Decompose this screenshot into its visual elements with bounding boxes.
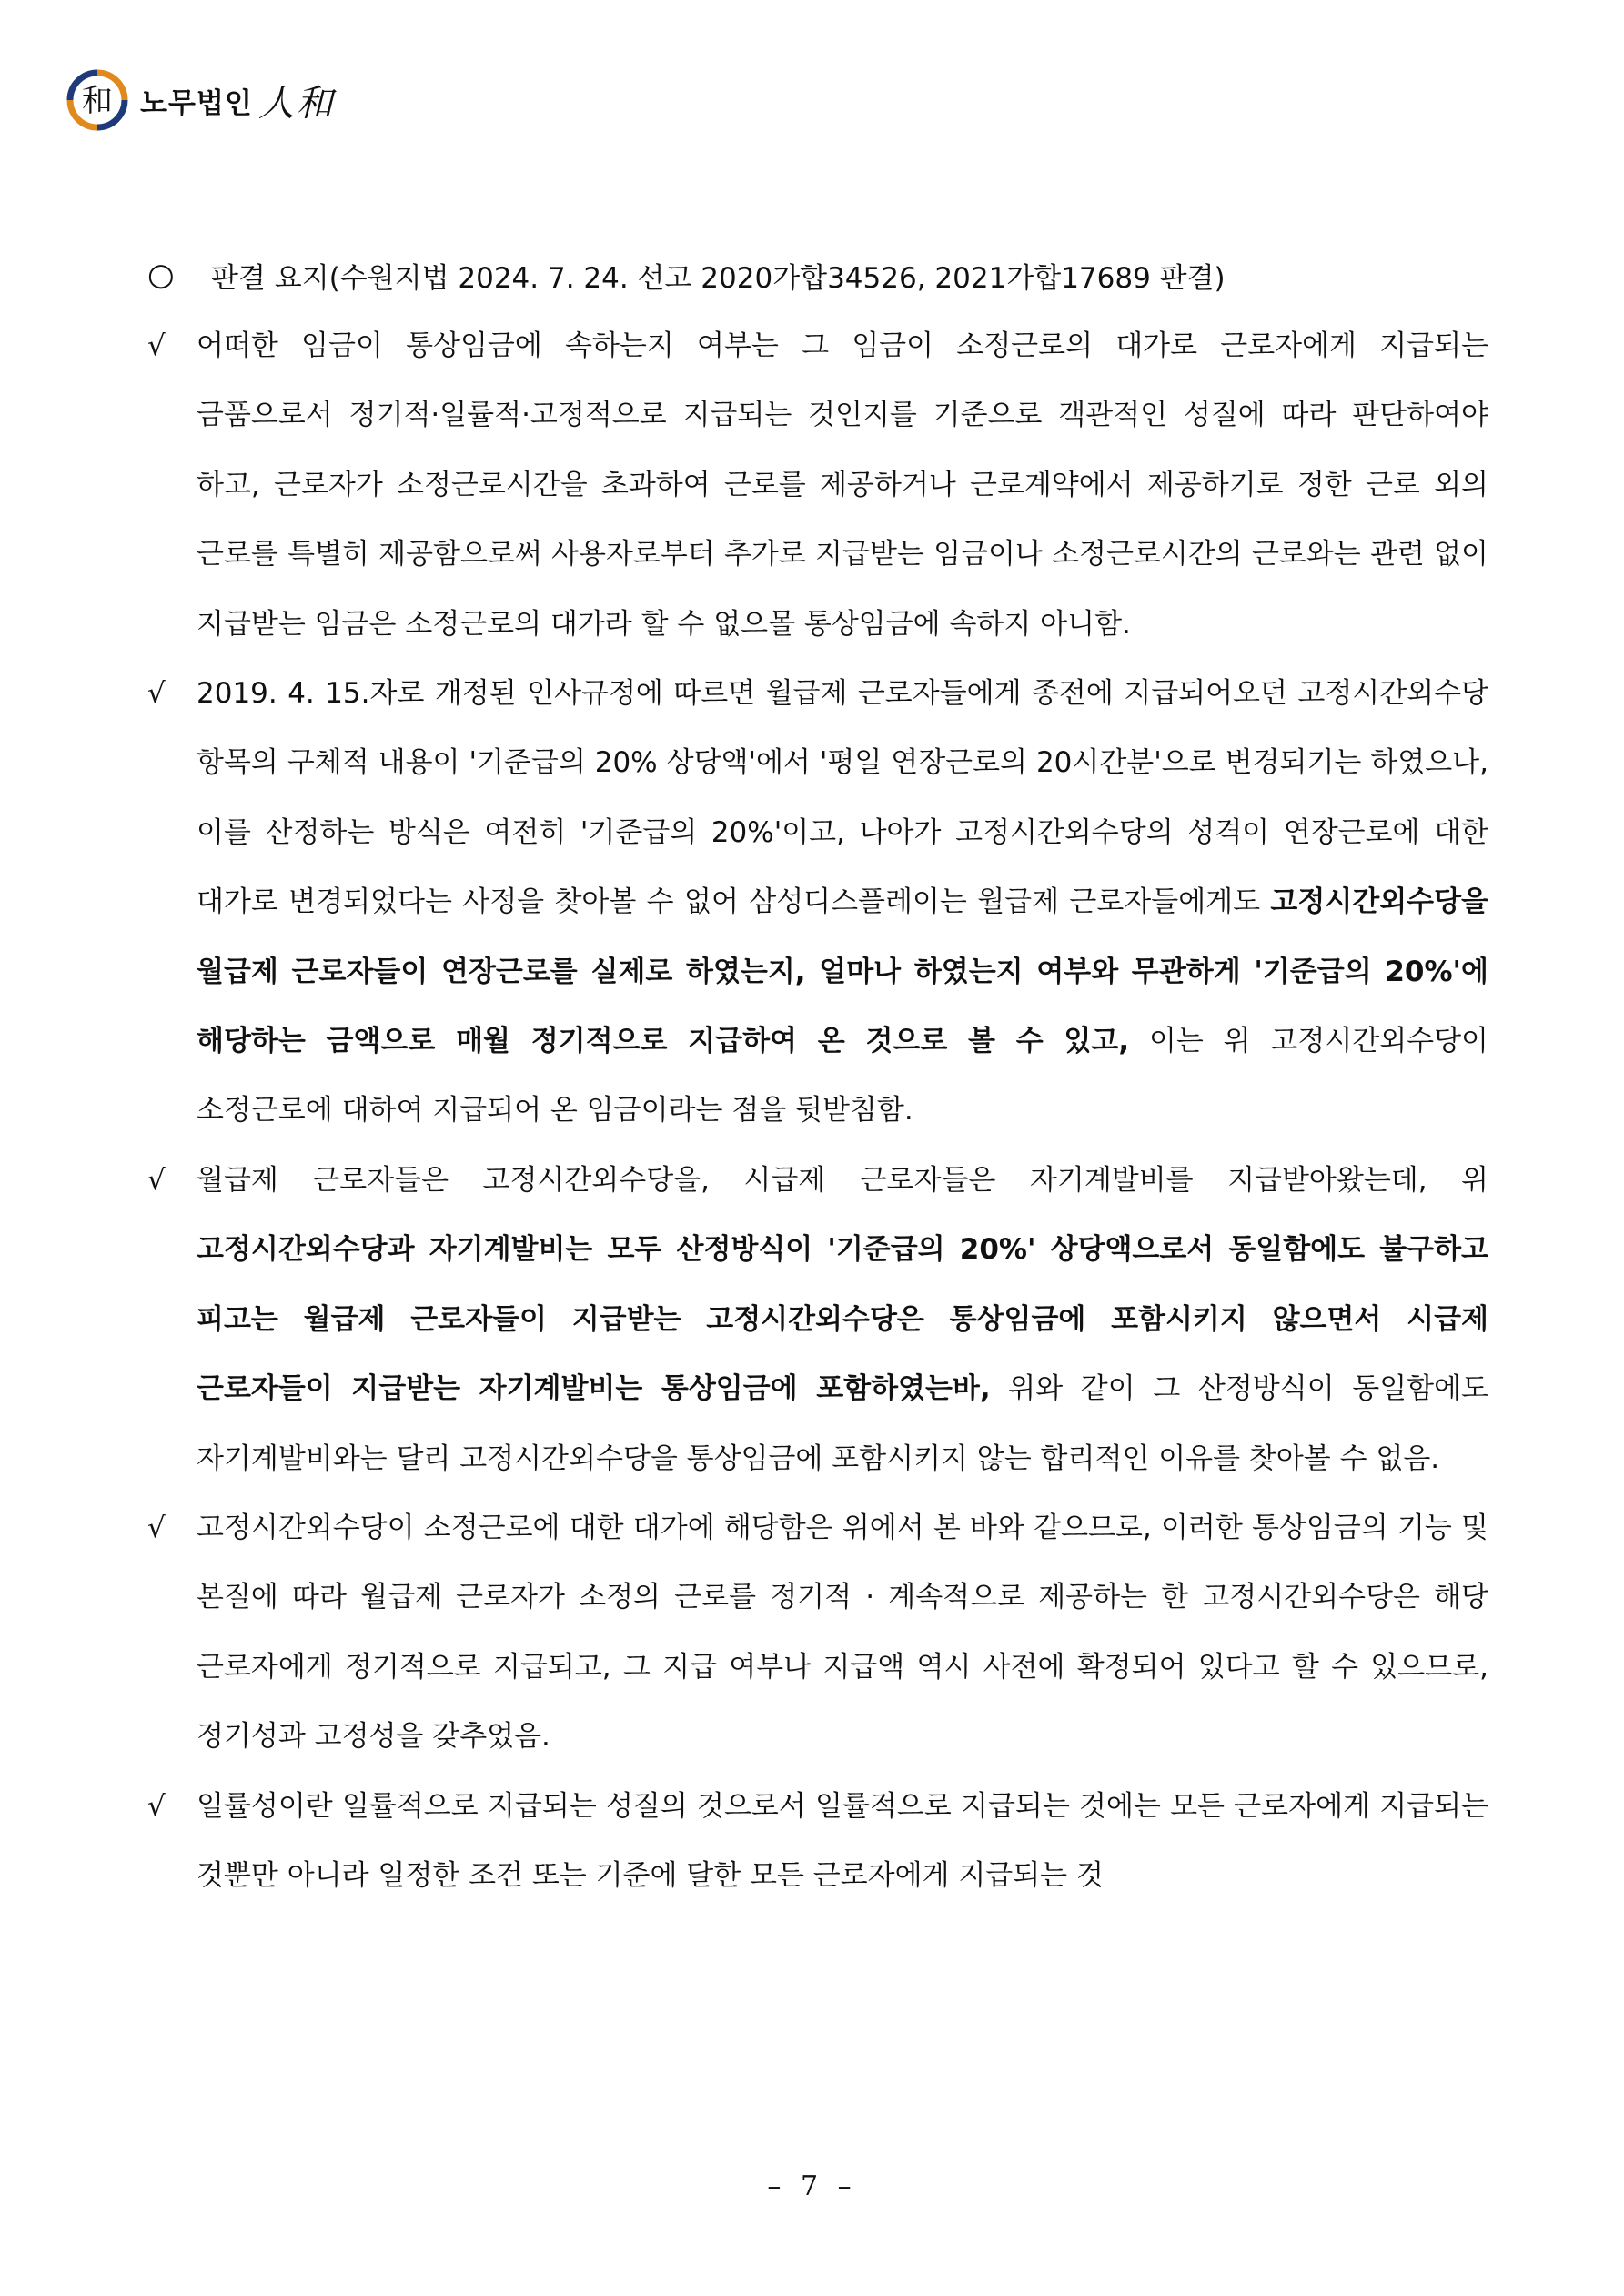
paragraph-text: 고정시간외수당이 소정근로에 대한 대가에 해당함은 위에서 본 바와 같으므로, 이러한 통상임금의 기능 및 본질에 따라 월급제 근로자가 소정의 근로를 정기적 · 계속적으로 제공하는 한 고정시간외수당은 해당 근로자에게 정기적으로 지급되고, 그 지급 여부나 지급액 역시 사전에 확정되어 있다고 할 수 있으므로, 정기성과 고정성을 갖추었음. <box>197 1511 1488 1754</box>
check-mark-icon: √ <box>147 1163 166 1197</box>
check-mark-icon: √ <box>147 677 166 711</box>
section-heading <box>147 238 1488 311</box>
list-item <box>147 1772 1488 1911</box>
firm-name-hanja: 人和 <box>257 82 335 125</box>
circle-bullet-icon: ○ <box>147 257 175 293</box>
list-item <box>147 311 1488 659</box>
list-item <box>147 1146 1488 1493</box>
paragraph-text: 어떠한 임금이 통상임금에 속하는지 여부는 그 임금이 소정근로의 대가로 근로자에게 지급되는 금품으로서 정기적·일률적·고정적으로 지급되는 것인지를 기준으로 객관적인 성질에 따라 판단하여야 하고, 근로자가 소정근로시간을 초과하여 근로를 제공하거나 근로계약에서 제공하기로 정한 근로 외의 근로를 특별히 제공함으로써 사용자로부터 추가로 지급받는 임금이나 소정근로시간의 근로와는 관련 없이 지급받는 임금은 소정근로의 대가라 할 수 없으몰 통상임금에 속하지 아니함. <box>197 329 1488 641</box>
check-mark-icon: √ <box>147 1511 166 1544</box>
section-title: 판결 요지(수원지법 2024. 7. 24. 선고 2020가합34526, 2021가합17689 판결) <box>211 261 1226 295</box>
letterhead <box>66 66 335 135</box>
list-item <box>147 1493 1488 1772</box>
paragraph-text: 위와 같이 그 산정방식이 동일함에도 자기계발비와는 달리 고정시간외수당을 통상임금에 포함시키지 않는 합리적인 이유를 찾아볼 수 없음. <box>197 1372 1488 1475</box>
paragraph-text: 월급제 근로자들은 고정시간외수당을, 시급제 근로자들은 자기계발비를 지급받아왔는데, 위 <box>197 1163 1488 1197</box>
firm-name: 노무법인 <box>140 86 253 120</box>
page-number: – 7 – <box>767 2170 857 2202</box>
check-mark-icon: √ <box>147 1789 166 1823</box>
paragraph-text: 이는 위 고정시간외수당이 소정근로에 대하여 지급되어 온 임금이라는 점을 뒷받침함. <box>197 1025 1489 1128</box>
list-item <box>147 659 1488 1146</box>
paragraph-emphasis: 고정시간외수당과 자기계발비는 모두 산정방식이 '기준급의 20%' 상당액으로서 동일함에도 불구하고 피고는 월급제 근로자들이 지급받는 고정시간외수당은 통상임금에 포함시키지 않으면서 시급제 근로자들이 지급받는 자기계발비는 통상임금에 포함하였는바, <box>197 1233 1488 1406</box>
logo-char: 和 <box>82 83 113 119</box>
paragraph-text: 일률성이란 일률적으로 지급되는 성질의 것으로서 일률적으로 지급되는 것에는 모든 근로자에게 지급되는 것뿐만 아니라 일정한 조건 또는 기준에 달한 모든 근로자에게 지급되는 것 <box>197 1789 1488 1892</box>
paragraph-text: 2019. 4. 15.자로 개정된 인사규정에 따르면 월급제 근로자들에게 종전에 지급되어오던 고정시간외수당 항목의 구체적 내용이 '기준급의 20% 상당액'에서 '평일 연장근로의 20시간분'으로 변경되기는 하였으나, 이를 산정하는 방식은 여전히 '기준급의 20%'이고, 나아가 고정시간외수당의 성격이 연장근로에 대한 대가로 변경되었다는 사정을 찾아볼 수 없어 삼성디스플레이는 월급제 근로자들에게도 <box>197 677 1488 919</box>
paragraph-emphasis: 고정시간외수당을 월급제 근로자들이 연장근로를 실제로 하였는지, 얼마나 하였는지 여부와 무관하게 '기준급의 20%'에 해당하는 금액으로 매월 정기적으로 지급하여 온 것으로 볼 수 있고, <box>197 885 1488 1058</box>
document-body <box>147 238 1488 1910</box>
check-mark-icon: √ <box>147 329 166 362</box>
firm-logo-icon <box>66 68 129 132</box>
